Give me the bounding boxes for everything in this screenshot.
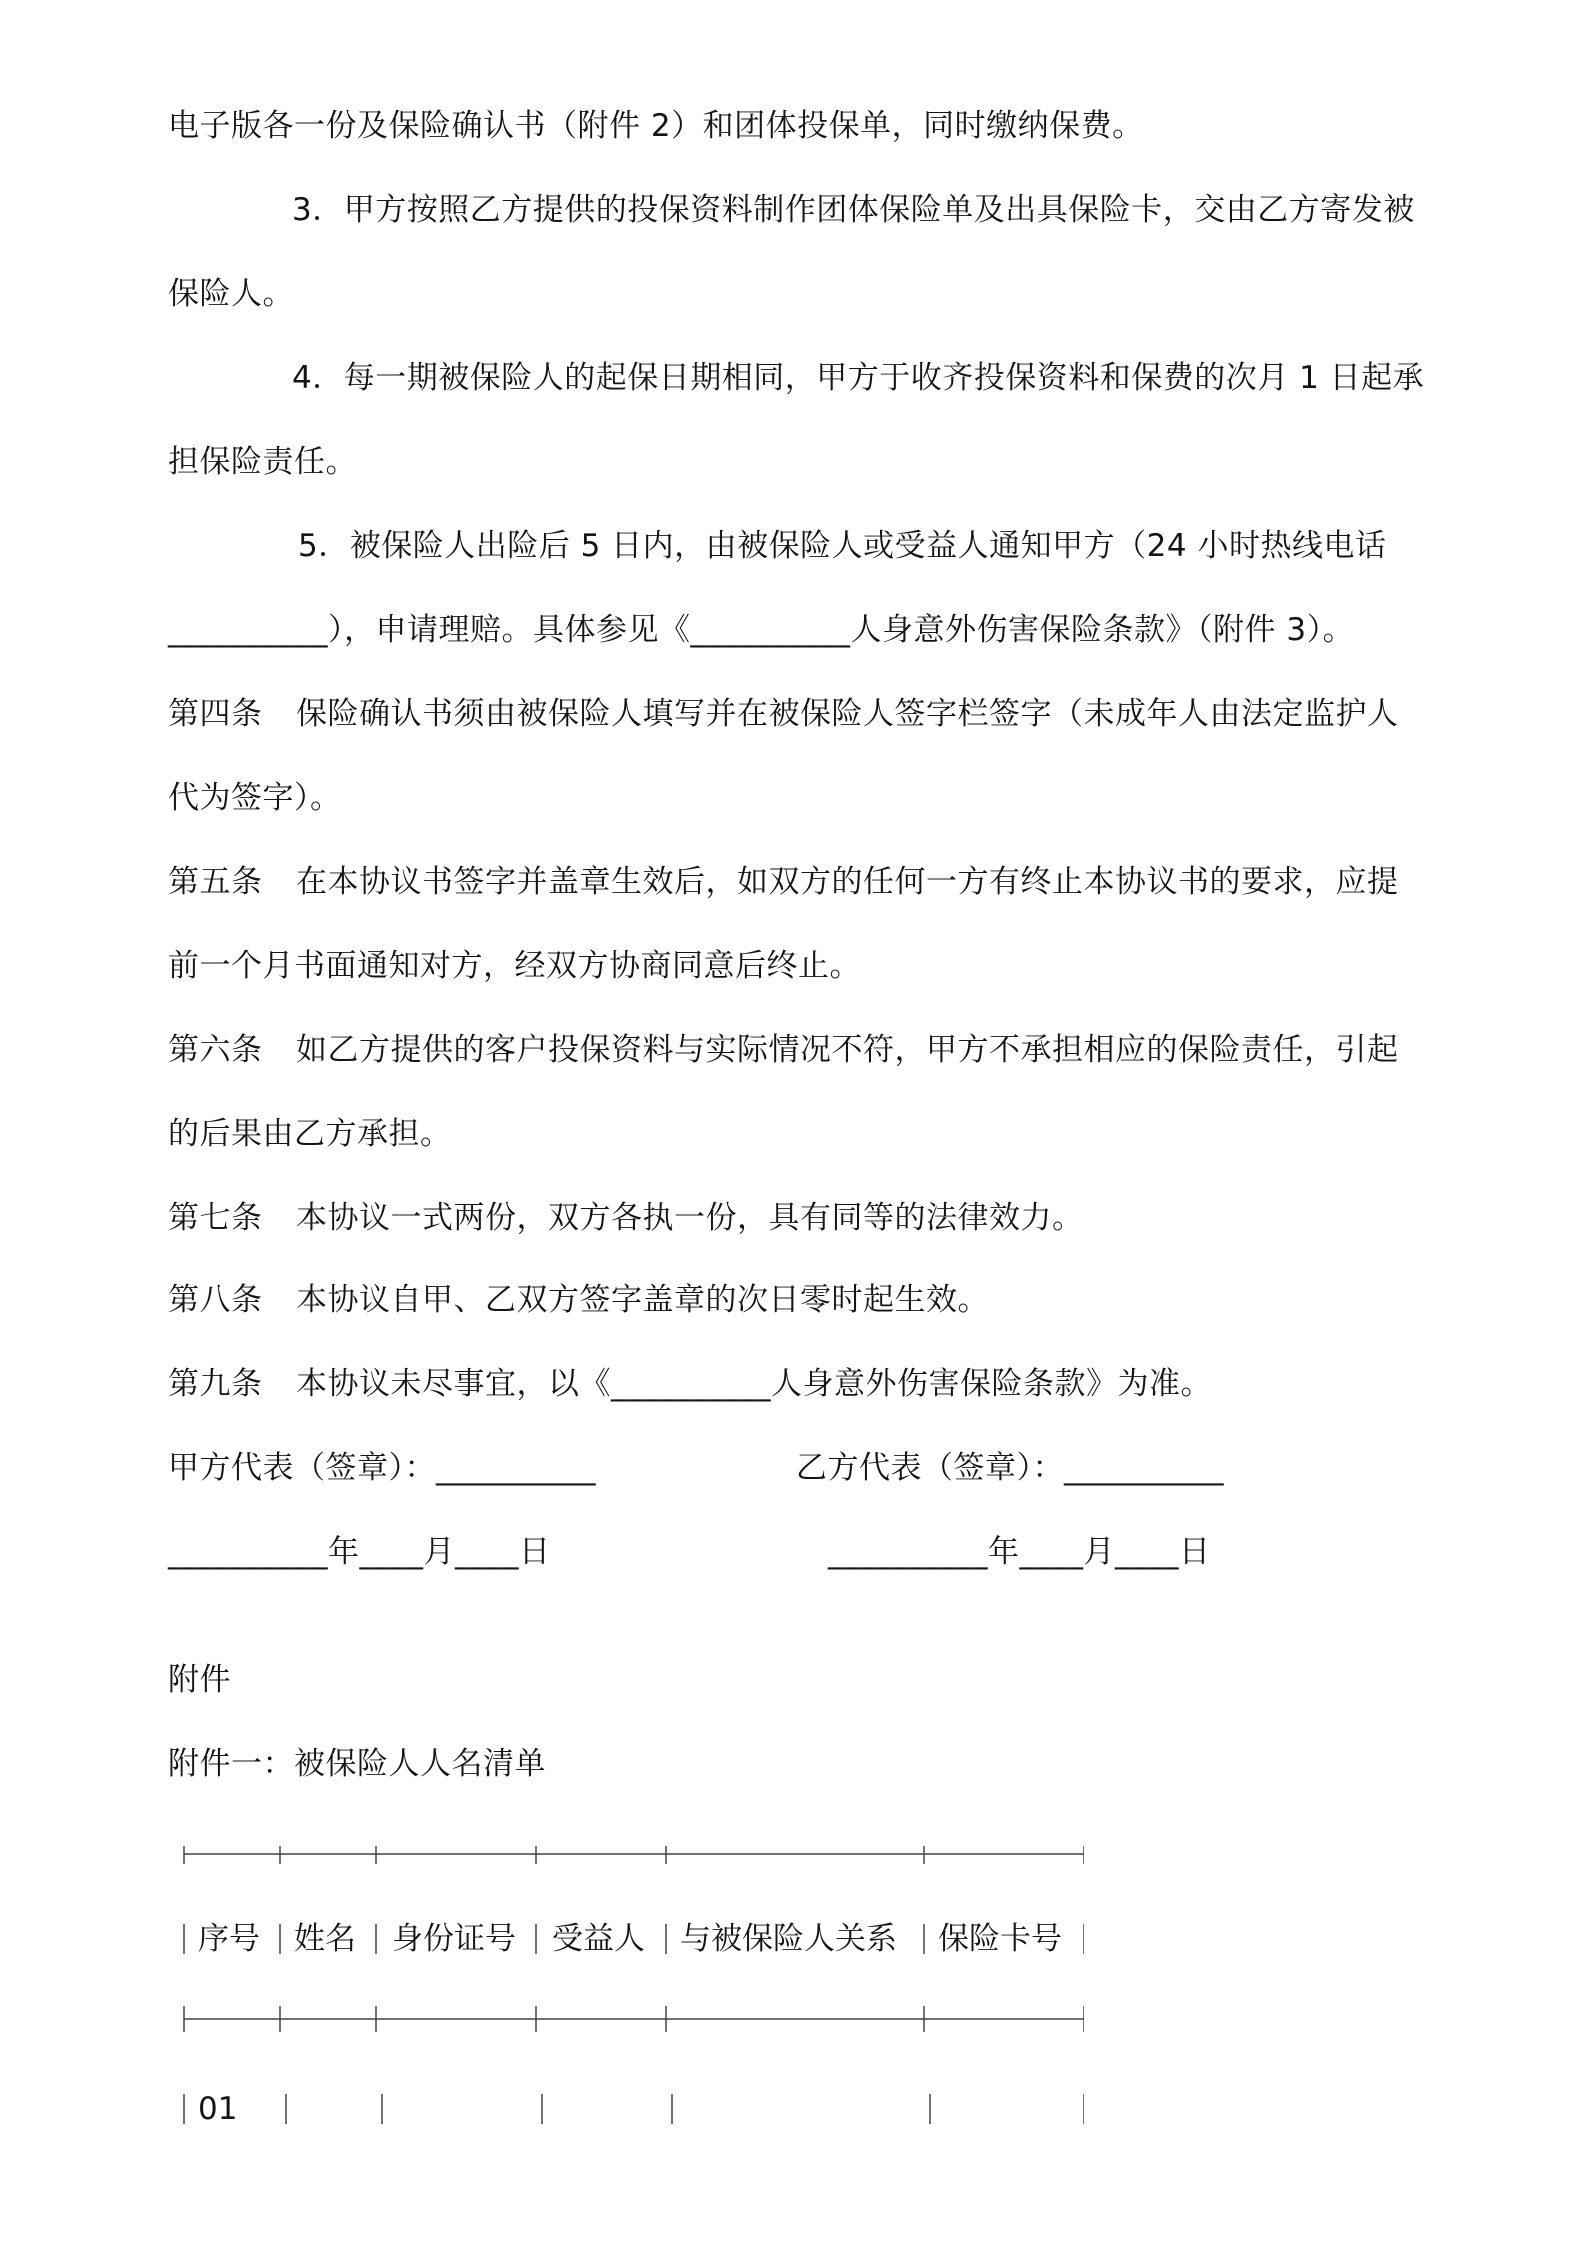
article-6 bbox=[168, 1030, 1399, 1070]
paragraph-line: 担保险责任。 bbox=[168, 444, 357, 480]
article-9 bbox=[168, 1364, 1212, 1404]
party-a-signature: 甲方代表（签章）：__________ bbox=[168, 1450, 596, 1486]
table-header-cell: 保险卡号 bbox=[938, 1921, 1062, 1957]
article-text: 本协议一式两份，双方各执一份，具有同等的法律效力。 bbox=[296, 1200, 1084, 1236]
party-b-signature: 乙方代表（签章）：__________ bbox=[796, 1450, 1224, 1486]
paragraph-line: 5．被保险人出险后 5 日内，由被保险人或受益人通知甲方（24 小时热线电话 bbox=[298, 528, 1387, 564]
article-label: 第七条 bbox=[168, 1200, 263, 1236]
article-7 bbox=[168, 1198, 1084, 1238]
party-b-date: __________年____月____日 bbox=[828, 1534, 1211, 1570]
table-header-cell: 受益人 bbox=[552, 1921, 645, 1957]
article-4-cont: 代为签字）。 bbox=[168, 780, 342, 816]
article-text: 保险确认书须由被保险人填写并在被保险人签字栏签字（未成年人由法定监护人 bbox=[296, 696, 1399, 732]
paragraph-line: 4．每一期被保险人的起保日期相同，甲方于收齐投保资料和保费的次月 1 日起承 bbox=[292, 360, 1425, 396]
article-text: 本协议未尽事宜，以《__________人身意外伤害保险条款》为准。 bbox=[296, 1366, 1212, 1402]
table-header-cell: 序号 bbox=[198, 1921, 260, 1957]
article-label: 第九条 bbox=[168, 1366, 263, 1402]
table-header-cell: 身份证号 bbox=[392, 1921, 516, 1957]
paragraph-line: __________），申请理赔。具体参见《__________人身意外伤害保险条款》（附件 3）。 bbox=[168, 612, 1355, 648]
article-label: 第五条 bbox=[168, 864, 263, 900]
article-label: 第六条 bbox=[168, 1032, 263, 1068]
article-5 bbox=[168, 862, 1399, 902]
table-row-cell: 01 bbox=[198, 2091, 238, 2127]
article-6-cont: 的后果由乙方承担。 bbox=[168, 1116, 452, 1152]
paragraph-line: 电子版各一份及保险确认书（附件 2）和团体投保单，同时缴纳保费。 bbox=[168, 108, 1144, 144]
insured-list-table bbox=[180, 1846, 1084, 2126]
party-a-date: __________年____月____日 bbox=[168, 1534, 551, 1570]
article-text: 本协议自甲、乙双方签字盖章的次日零时起生效。 bbox=[296, 1282, 989, 1318]
table-grid-lines bbox=[180, 1846, 1084, 2126]
article-label: 第四条 bbox=[168, 696, 263, 732]
attachment-heading: 附件 bbox=[168, 1662, 231, 1698]
article-4 bbox=[168, 694, 1399, 734]
table-header-cell: 与被保险人关系 bbox=[680, 1921, 897, 1957]
paragraph-line: 3．甲方按照乙方提供的投保资料制作团体保险单及出具保险卡，交由乙方寄发被 bbox=[292, 192, 1415, 228]
paragraph-line: 保险人。 bbox=[168, 276, 294, 312]
article-5-cont: 前一个月书面通知对方，经双方协商同意后终止。 bbox=[168, 948, 861, 984]
article-label: 第八条 bbox=[168, 1282, 263, 1318]
article-8 bbox=[168, 1280, 989, 1320]
article-text: 如乙方提供的客户投保资料与实际情况不符，甲方不承担相应的保险责任，引起 bbox=[296, 1032, 1399, 1068]
article-text: 在本协议书签字并盖章生效后，如双方的任何一方有终止本协议书的要求，应提 bbox=[296, 864, 1399, 900]
attachment-1-title: 附件一：被保险人人名清单 bbox=[168, 1746, 546, 1782]
table-header-cell: 姓名 bbox=[294, 1921, 356, 1957]
